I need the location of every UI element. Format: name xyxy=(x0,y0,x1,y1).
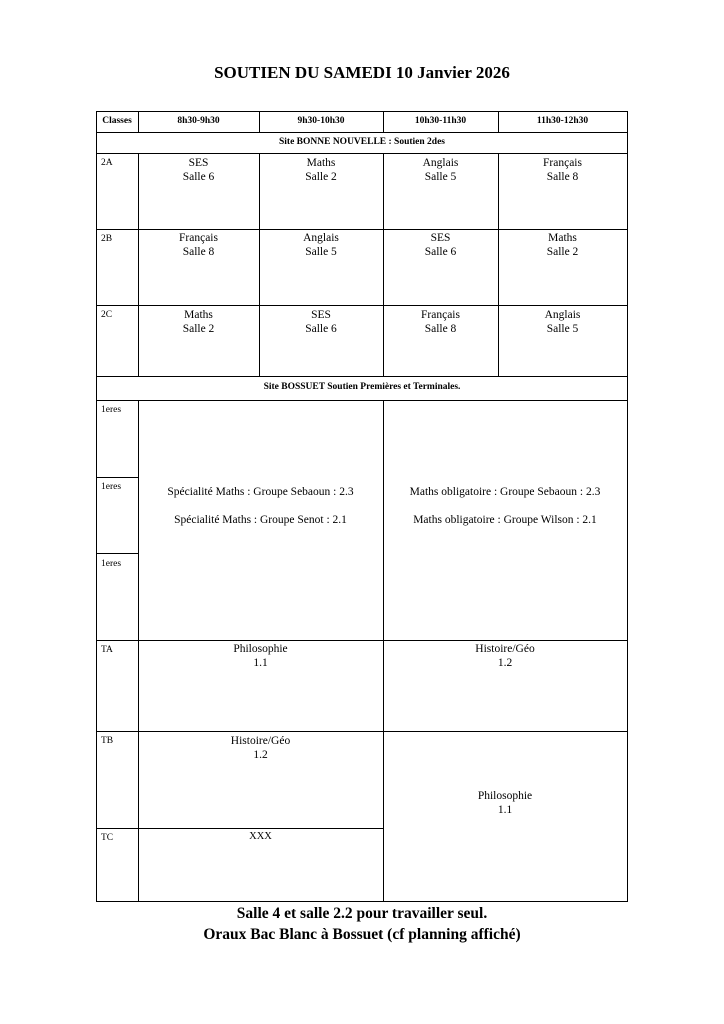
section-bossuet: Site BOSSUET Soutien Premières et Terminales. xyxy=(263,382,461,392)
row-label-1eres: 1eres xyxy=(101,405,122,415)
col-divider xyxy=(498,153,499,377)
cell-2a-slot-4: Français Salle 8 xyxy=(543,157,582,183)
cell-1eres-specialite: Spécialité Maths : Groupe Sebaoun : 2.3 Spécialité Maths : Groupe Senot : 2.1 xyxy=(167,486,354,526)
cell-ta-right: Histoire/Géo 1.2 xyxy=(475,643,535,669)
row-label-2b: 2B xyxy=(101,234,113,244)
row-label-1eres: 1eres xyxy=(101,559,122,569)
cell-1eres-obligatoire: Maths obligatoire : Groupe Sebaoun : 2.3 Maths obligatoire : Groupe Wilson : 2.1 xyxy=(409,486,601,526)
header-slot-1: 8h30-9h30 xyxy=(177,116,220,126)
row-label-2a: 2A xyxy=(101,158,113,168)
cell-2a-slot-1: SES Salle 6 xyxy=(182,157,215,183)
cell-tb-tc-right: Philosophie 1.1 xyxy=(477,790,533,816)
page-title: SOUTIEN DU SAMEDI 10 Janvier 2026 xyxy=(214,63,510,82)
cell-2b-slot-2: Anglais Salle 5 xyxy=(303,232,339,258)
row-label-ta: TA xyxy=(101,645,113,655)
cell-ta-left: Philosophie 1.1 xyxy=(233,643,288,669)
row-divider xyxy=(96,153,628,154)
footer-note-1: Salle 4 et salle 2.2 pour travailler seul. xyxy=(236,905,488,922)
row-label-tc: TC xyxy=(101,833,114,843)
table-border-left xyxy=(96,111,97,902)
row-divider xyxy=(96,305,628,306)
row-divider xyxy=(96,731,628,732)
cell-tc-left: XXX xyxy=(249,831,272,842)
table-border-bottom xyxy=(96,901,628,902)
row-divider xyxy=(96,400,628,401)
cell-2b-slot-3: SES Salle 6 xyxy=(424,232,457,258)
cell-2a-slot-3: Anglais Salle 5 xyxy=(422,157,459,183)
row-divider xyxy=(96,828,383,829)
header-classes: Classes xyxy=(102,116,132,126)
cell-2c-slot-3: Français Salle 8 xyxy=(421,309,460,335)
cell-2c-slot-2: SES Salle 6 xyxy=(305,309,337,335)
row-divider xyxy=(96,477,138,478)
col-divider xyxy=(138,153,139,377)
row-label-1eres: 1eres xyxy=(101,482,122,492)
table-border-top xyxy=(96,111,628,112)
footer-note-2: Oraux Bac Blanc à Bossuet (cf planning affiché) xyxy=(203,926,521,943)
cell-tb-left: Histoire/Géo 1.2 xyxy=(230,735,291,761)
cell-2b-slot-1: Français Salle 8 xyxy=(179,232,218,258)
cell-2c-slot-4: Anglais Salle 5 xyxy=(544,309,581,335)
row-label-2c: 2C xyxy=(101,310,113,320)
header-slot-2: 9h30-10h30 xyxy=(297,116,345,126)
row-divider xyxy=(96,229,628,230)
row-divider xyxy=(96,376,628,377)
row-divider xyxy=(96,640,628,641)
row-divider xyxy=(96,132,628,133)
row-label-tb: TB xyxy=(101,736,114,746)
row-divider xyxy=(96,553,138,554)
header-slot-3: 10h30-11h30 xyxy=(414,116,467,126)
section-bonne-nouvelle: Site BONNE NOUVELLE : Soutien 2des xyxy=(278,137,445,147)
cell-2c-slot-1: Maths Salle 2 xyxy=(182,309,215,335)
header-slot-4: 11h30-12h30 xyxy=(536,116,589,126)
cell-2b-slot-4: Maths Salle 2 xyxy=(546,232,579,258)
col-divider xyxy=(259,153,260,377)
table-border-right xyxy=(627,111,628,902)
col-divider xyxy=(383,153,384,377)
cell-2a-slot-2: Maths Salle 2 xyxy=(305,157,337,183)
